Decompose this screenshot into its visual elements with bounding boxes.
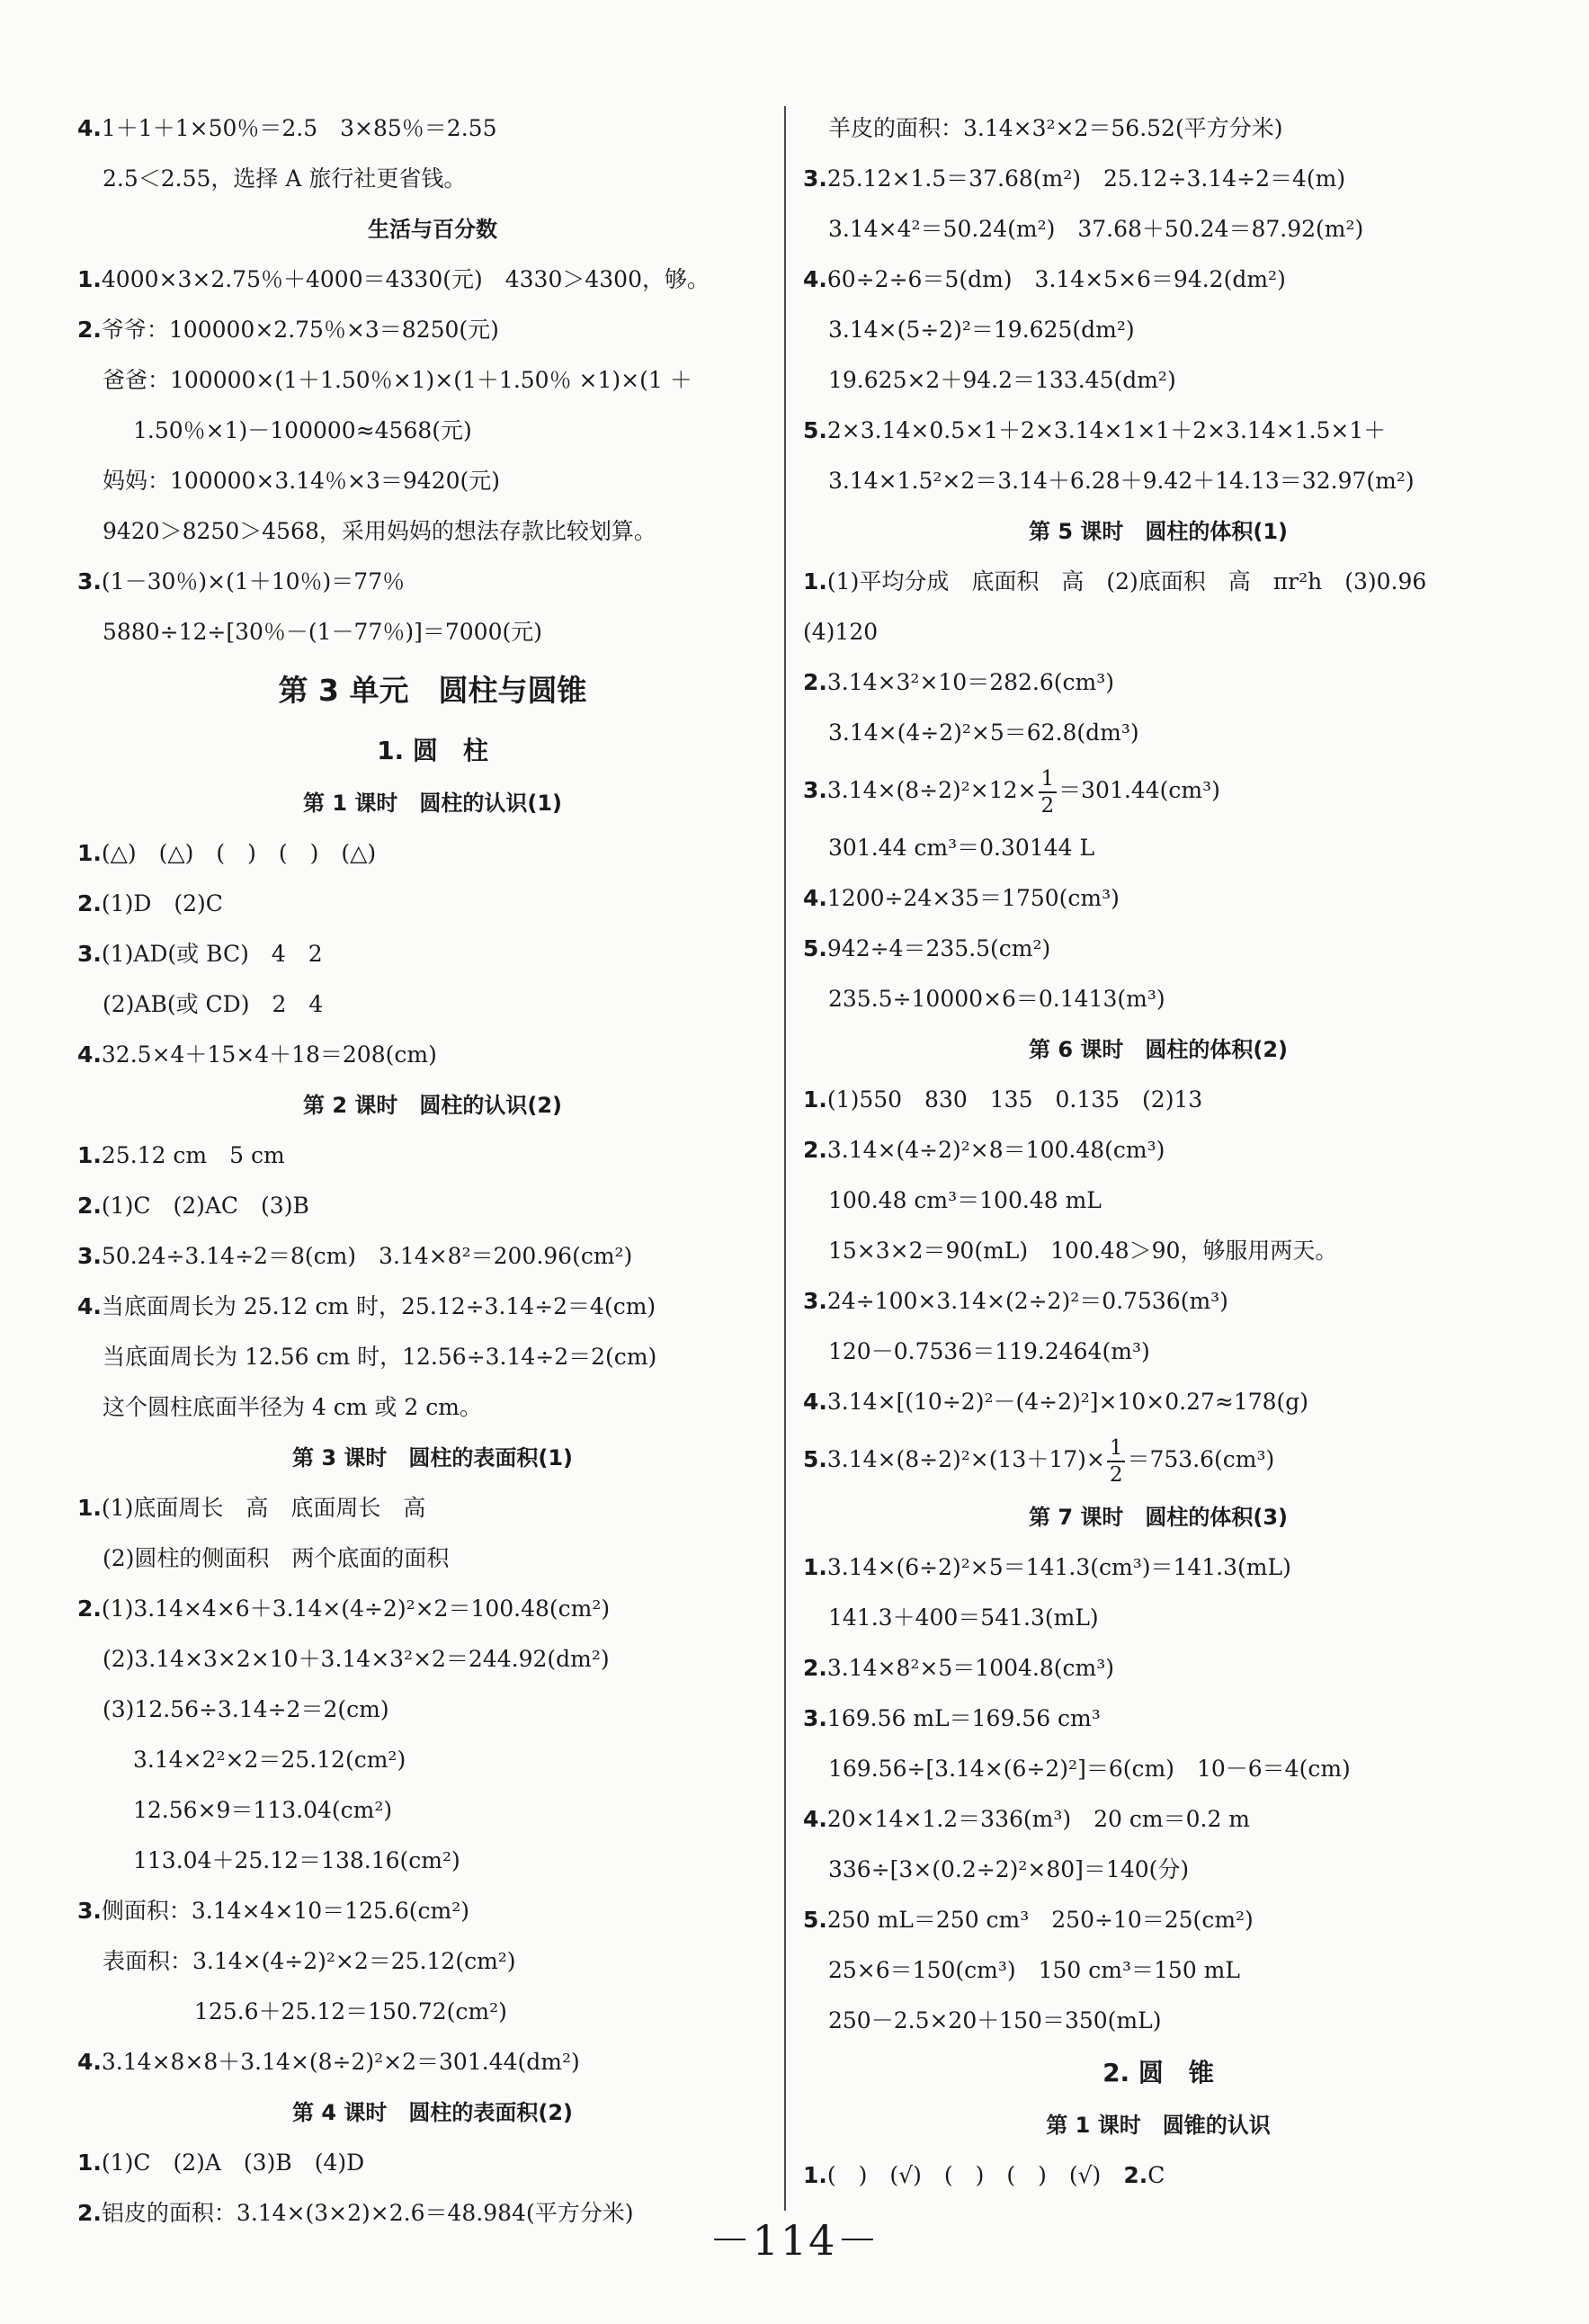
question-number: 5. (803, 417, 827, 443)
section-title: 1. 圆 柱 (377, 736, 488, 765)
answer-continuation: 5880÷12÷[30％－(1－77％)]＝7000(元) (103, 619, 543, 645)
question-number: 1. (803, 2162, 827, 2188)
answer-item (803, 406, 1513, 456)
answer-text: 169.56 mL＝169.56 cm³ (826, 1705, 1101, 1731)
question-number: 4. (77, 2049, 102, 2075)
answer-text: (1)3.14×4×6＋3.14×(4÷2)²×2＝100.48(cm²) (101, 1596, 611, 1622)
answer-text: 50.24÷3.14÷2＝8(cm) 3.14×8²＝200.96(cm²) (101, 1243, 633, 1269)
fraction (1039, 766, 1058, 818)
question-number: 2. (77, 1596, 102, 1622)
page-number: －114－ (709, 2216, 880, 2265)
answer-item (77, 828, 788, 879)
question-number: 1. (803, 1554, 827, 1580)
column-divider (784, 106, 786, 2211)
answer-item (803, 154, 1513, 204)
answer-continuation: 1.50％×1)－100000≈4568(元) (133, 417, 472, 443)
answer-continuation: 235.5÷10000×6＝0.1413(m³) (828, 986, 1165, 1012)
answer-text: (1－30％)×(1＋10％)＝77％ (101, 568, 406, 594)
question-number: 3. (803, 1288, 827, 1314)
answer-item (77, 1131, 788, 1181)
answer-text: (1)平均分成 底面积 高 (2)底面积 高 πr²h (3)0.96 (826, 568, 1427, 594)
answer-text: 3.14×(8÷2)²×(13＋17)× (826, 1446, 1105, 1472)
answer-item (803, 1276, 1513, 1327)
question-number: 2. (77, 317, 102, 343)
lesson-heading: 第 6 课时 圆柱的体积(2) (1028, 1037, 1289, 1062)
question-number: 4. (77, 1041, 102, 1068)
right-column (803, 103, 1513, 2201)
answer-item (77, 1282, 788, 1332)
question-number: 2. (77, 2200, 102, 2226)
question-number: 1. (77, 2150, 102, 2176)
answer-text: (1)C (2)A (3)B (4)D (101, 2150, 365, 2176)
answer-item (77, 1231, 788, 1282)
answer-text: ( ) (√) ( ) ( ) (√) (826, 2162, 1102, 2188)
answer-text: 3.14×3²×10＝282.6(cm³) (826, 669, 1115, 695)
fraction-numerator: 1 (1039, 766, 1058, 793)
answer-text: 20×14×1.2＝336(m³) 20 cm＝0.2 m (826, 1806, 1251, 1832)
answer-item (803, 1643, 1513, 1694)
answer-text: (1)AD(或 BC) 4 2 (101, 941, 323, 967)
question-number: 3. (803, 165, 827, 192)
question-number: 3. (803, 1705, 827, 1731)
answer-continuation: 125.6＋25.12＝150.72(cm²) (194, 1998, 507, 2025)
lesson-heading: 第 2 课时 圆柱的认识(2) (302, 1093, 563, 1118)
answer-text: 爷爷：100000×2.75％×3＝8250(元) (101, 317, 499, 343)
answer-item (77, 1181, 788, 1231)
answer-continuation: 141.3＋400＝541.3(mL) (828, 1604, 1099, 1631)
answer-text: 当底面周长为 25.12 cm 时，25.12÷3.14÷2＝4(cm) (101, 1293, 656, 1319)
answer-item (803, 255, 1513, 305)
lesson-heading: 第 1 课时 圆锥的认识 (1046, 2113, 1271, 2138)
question-number: 3. (77, 941, 102, 967)
question-number: 5. (803, 1907, 827, 1933)
answer-text: (1)C (2)AC (3)B (101, 1193, 309, 1219)
question-number: 4. (803, 1389, 827, 1415)
question-number: 4. (803, 266, 827, 292)
lesson-heading: 第 4 课时 圆柱的表面积(2) (291, 2100, 574, 2125)
answer-text: 24÷100×3.14×(2÷2)²＝0.7536(m³) (826, 1288, 1228, 1314)
answer-continuation: (2)AB(或 CD) 2 4 (103, 991, 324, 1017)
question-number: 2. (803, 1655, 827, 1681)
answer-item (803, 557, 1513, 607)
answer-text: ＝753.6(cm³) (1127, 1446, 1275, 1472)
answer-item (77, 1483, 788, 1533)
answer-continuation: (2)圆柱的侧面积 两个底面的面积 (103, 1545, 450, 1571)
answer-item (803, 1075, 1513, 1125)
question-number: 1. (77, 266, 102, 292)
answer-continuation: (2)3.14×3×2×10＋3.14×3²×2＝244.92(dm²) (103, 1646, 610, 1672)
answer-item (803, 758, 1513, 823)
answer-text: (1)底面周长 高 底面周长 高 (101, 1495, 426, 1521)
answer-continuation: 3.14×(5÷2)²＝19.625(dm²) (828, 317, 1135, 343)
answer-text: ＝301.44(cm³) (1058, 777, 1220, 803)
answer-continuation: 113.04＋25.12＝138.16(cm²) (133, 1847, 460, 1873)
answer-continuation: 这个圆柱底面半径为 4 cm 或 2 cm。 (103, 1394, 482, 1420)
answer-text: 32.5×4＋15×4＋18＝208(cm) (101, 1041, 437, 1068)
left-column (77, 103, 788, 2239)
answer-item (77, 255, 788, 305)
answer-continuation: 3.14×2²×2＝25.12(cm²) (133, 1747, 406, 1773)
question-number: 2. (1123, 2162, 1148, 2188)
answer-text: 4000×3×2.75％＋4000＝4330(元) 4330＞4300，够。 (101, 266, 710, 292)
question-number: 4. (77, 115, 102, 141)
answer-continuation: 15×3×2＝90(mL) 100.48＞90，够服用两天。 (828, 1238, 1338, 1264)
answer-item (77, 879, 788, 929)
answer-text: (△) (△) ( ) ( ) (△) (101, 840, 377, 866)
answer-text: 250 mL＝250 cm³ 250÷10＝25(cm²) (826, 1907, 1254, 1933)
answer-text: 60÷2÷6＝5(dm) 3.14×5×6＝94.2(dm²) (826, 266, 1286, 292)
answer-item (77, 929, 788, 979)
answer-item (803, 657, 1513, 708)
answer-continuation: 12.56×9＝113.04(cm²) (133, 1797, 393, 1823)
answer-text: 侧面积：3.14×4×10＝125.6(cm²) (101, 1898, 469, 1924)
answer-item (803, 2150, 1513, 2201)
question-number: 1. (77, 840, 102, 866)
answer-item (77, 1030, 788, 1080)
answer-text: 铝皮的面积：3.14×(3×2)×2.6＝48.984(平方分米) (101, 2200, 634, 2226)
question-number: 3. (77, 568, 102, 594)
answer-continuation: (4)120 (803, 619, 879, 645)
answer-text: 3.14×8²×5＝1004.8(cm³) (826, 1655, 1115, 1681)
answer-item (77, 2037, 788, 2087)
answer-text: 3.14×[(10÷2)²－(4÷2)²]×10×0.27≈178(g) (826, 1389, 1309, 1415)
answer-continuation: (3)12.56÷3.14÷2＝2(cm) (103, 1696, 389, 1722)
answer-item (803, 1125, 1513, 1175)
answer-continuation: 301.44 cm³＝0.30144 L (828, 835, 1095, 861)
unit-title: 第 3 单元 圆柱与圆锥 (278, 673, 587, 708)
answer-item (77, 305, 788, 355)
answer-text: 942÷4＝235.5(cm²) (826, 935, 1051, 961)
lesson-heading: 生活与百分数 (368, 217, 497, 242)
question-number: 4. (803, 885, 827, 911)
answer-continuation: 3.14×4²＝50.24(m²) 37.68＋50.24＝87.92(m²) (828, 216, 1364, 242)
answer-item (803, 1542, 1513, 1593)
answer-text: 3.14×(4÷2)²×8＝100.48(cm³) (826, 1137, 1165, 1163)
answer-text: 3.14×(6÷2)²×5＝141.3(cm³)＝141.3(mL) (826, 1554, 1291, 1580)
question-number: 3. (803, 777, 827, 803)
answer-item (803, 1895, 1513, 1945)
question-number: 2. (803, 1137, 827, 1163)
fraction (1107, 1435, 1126, 1488)
answer-continuation: 25×6＝150(cm³) 150 cm³＝150 mL (828, 1957, 1240, 1983)
answer-item (77, 1886, 788, 1936)
answer-item (803, 1377, 1513, 1427)
lesson-heading: 第 3 课时 圆柱的表面积(1) (291, 1445, 574, 1470)
question-number: 1. (77, 1142, 102, 1168)
question-number: 5. (803, 935, 827, 961)
answer-item (803, 1427, 1513, 1492)
question-number: 2. (77, 890, 102, 916)
question-number: 3. (77, 1898, 102, 1924)
answer-continuation: 表面积：3.14×(4÷2)²×2＝25.12(cm²) (103, 1948, 516, 1974)
fraction-denominator: 2 (1109, 1462, 1123, 1487)
answer-text: (1)D (2)C (101, 890, 223, 916)
answer-item (77, 1584, 788, 1634)
answer-item (803, 1794, 1513, 1845)
question-number: 3. (77, 1243, 102, 1269)
answer-continuation: 250－2.5×20＋150＝350(mL) (828, 2007, 1162, 2033)
question-number: 5. (803, 1446, 827, 1472)
answer-continuation: 妈妈：100000×3.14％×3＝9420(元) (103, 468, 501, 494)
answer-text: (1)550 830 135 0.135 (2)13 (826, 1086, 1203, 1113)
answer-continuation: 3.14×1.5²×2＝3.14＋6.28＋9.42＋14.13＝32.97(m²) (828, 468, 1415, 494)
answer-continuation: 2.5＜2.55，选择 A 旅行社更省钱。 (103, 165, 467, 192)
answer-continuation: 336÷[3×(0.2÷2)²×80]＝140(分) (828, 1856, 1190, 1882)
fraction-denominator: 2 (1040, 793, 1055, 818)
answer-continuation: 3.14×(4÷2)²×5＝62.8(dm³) (828, 720, 1139, 746)
answer-continuation: 羊皮的面积：3.14×3²×2＝56.52(平方分米) (828, 115, 1283, 141)
answer-text: 1＋1＋1×50％＝2.5 3×85％＝2.55 (101, 115, 497, 141)
answer-continuation: 19.625×2＋94.2＝133.45(dm²) (828, 367, 1176, 393)
answer-item (803, 873, 1513, 924)
lesson-heading: 第 1 课时 圆柱的认识(1) (302, 791, 563, 816)
answer-item (77, 557, 788, 607)
answer-continuation: 9420＞8250＞4568，采用妈妈的想法存款比较划算。 (103, 518, 656, 544)
answer-item (803, 1694, 1513, 1744)
answer-continuation: 120－0.7536＝119.2464(m³) (828, 1338, 1150, 1364)
question-number: 2. (803, 669, 827, 695)
answer-text: 3.14×8×8＋3.14×(8÷2)²×2＝301.44(dm²) (101, 2049, 580, 2075)
section-title: 2. 圆 锥 (1102, 2058, 1214, 2087)
answer-text: 25.12 cm 5 cm (101, 1142, 285, 1168)
answer-continuation: 100.48 cm³＝100.48 mL (828, 1187, 1102, 1213)
answer-continuation: 爸爸：100000×(1＋1.50％×1)×(1＋1.50％ ×1)×(1 ＋ (103, 367, 692, 393)
answer-item (77, 103, 788, 154)
question-number: 2. (77, 1193, 102, 1219)
answer-text: 25.12×1.5＝37.68(m²) 25.12÷3.14÷2＝4(m) (826, 165, 1346, 192)
question-number: 1. (803, 1086, 827, 1113)
answer-text: 2×3.14×0.5×1＋2×3.14×1×1＋2×3.14×1.5×1＋ (826, 417, 1387, 443)
answer-item (803, 924, 1513, 974)
lesson-heading: 第 7 课时 圆柱的体积(3) (1028, 1505, 1289, 1530)
lesson-heading: 第 5 课时 圆柱的体积(1) (1028, 519, 1289, 544)
question-number: 4. (803, 1806, 827, 1832)
answer-item (77, 2138, 788, 2188)
answer-text: 3.14×(8÷2)²×12× (826, 777, 1037, 803)
answer-text: C (1147, 2162, 1165, 2188)
question-number: 4. (77, 1293, 102, 1319)
question-number: 1. (803, 568, 827, 594)
fraction-numerator: 1 (1107, 1435, 1126, 1462)
answer-continuation: 当底面周长为 12.56 cm 时，12.56÷3.14÷2＝2(cm) (103, 1344, 657, 1370)
answer-text: 1200÷24×35＝1750(cm³) (826, 885, 1120, 911)
question-number: 1. (77, 1495, 102, 1521)
answer-continuation: 169.56÷[3.14×(6÷2)²]＝6(cm) 10－6＝4(cm) (828, 1756, 1351, 1782)
